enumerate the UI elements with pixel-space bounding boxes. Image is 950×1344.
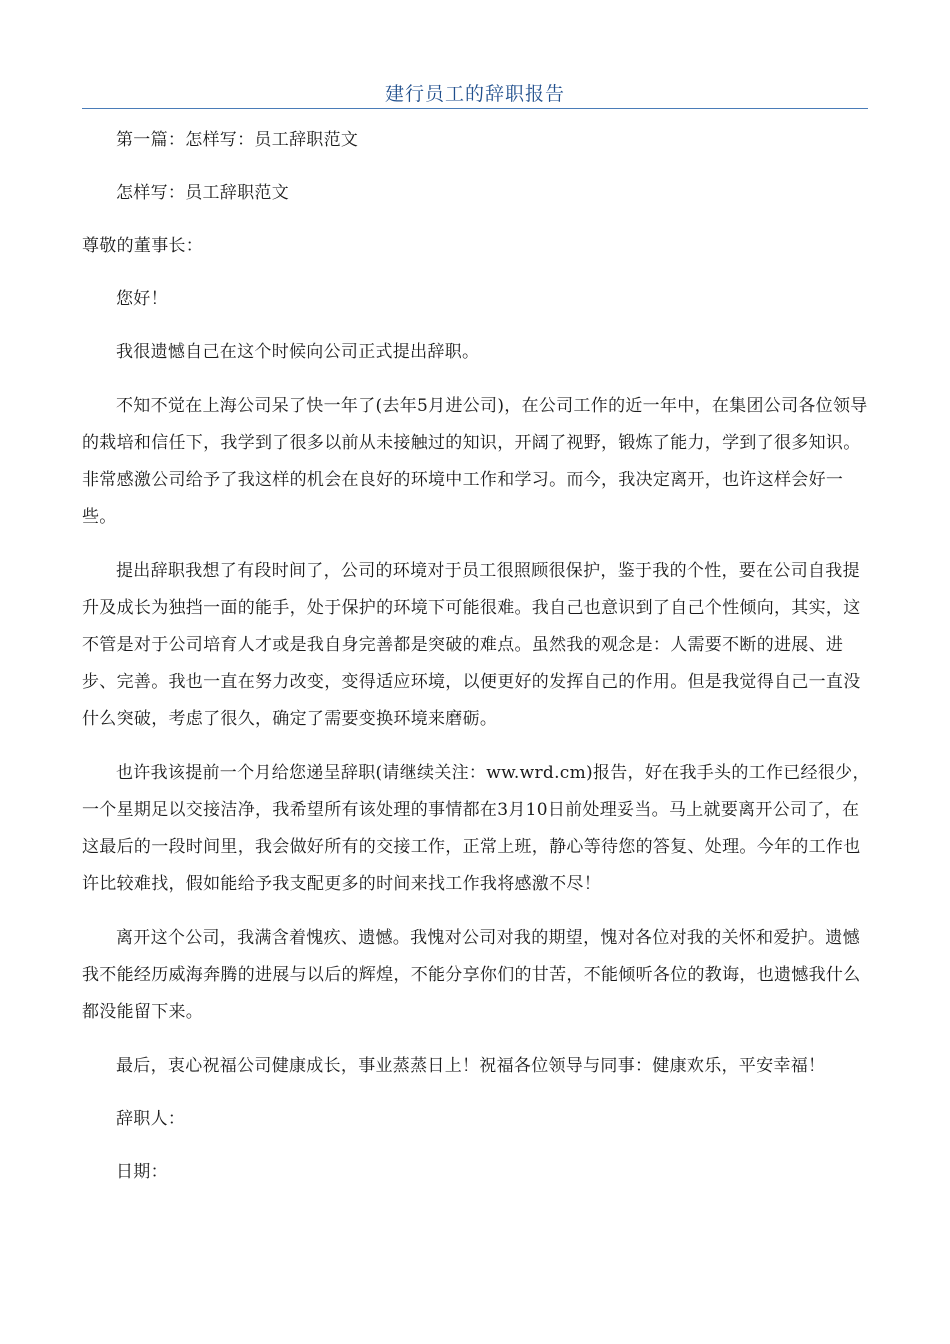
closing-paragraph: 最后，衷心祝福公司健康成长，事业蒸蒸日上！祝福各位领导与同事：健康欢乐，平安幸福！	[116, 1056, 826, 1076]
section-heading: 第一篇：怎样写：员工辞职范文	[116, 130, 359, 150]
body-paragraph: 提出辞职我想了有段时间了，公司的环境对于员工很照顾很保护，鉴于我的个性，要在公司自我提升及成长为独挡一面的能手，处于保护的环境下可能很难。我自己也意识到了自己个性倾向，其实，这不管是对于公司培育人才或是我自身完善都是突破的难点。虽然我的观念是：人需要不断的进展、进步、完善。我也一直在努力改变，变得适应环境，以便更好的发挥自己的作用。但是我觉得自己一直没什么突破，考虑了很久，确定了需要变换环境来磨砺。	[82, 561, 861, 729]
greeting: 您好！	[116, 289, 168, 309]
signature-label: 辞职人：	[116, 1109, 186, 1129]
salutation: 尊敬的董事长：	[82, 236, 204, 256]
title-divider	[82, 108, 868, 109]
subheading: 怎样写：员工辞职范文	[116, 183, 289, 203]
document-body	[82, 122, 872, 1191]
date-label: 日期：	[116, 1162, 168, 1182]
body-paragraph: 离开这个公司，我满含着愧疚、遗憾。我愧对公司对我的期望，愧对各位对我的关怀和爱护。遗憾我不能经历威海奔腾的进展与以后的辉煌，不能分享你们的甘苦，不能倾听各位的教诲，也遗憾我什么都没能留下来。	[82, 928, 861, 1022]
body-paragraph: 也许我该提前一个月给您递呈辞职(请继续关注：ww.wrd.cm)报告，好在我手头的工作已经很少，一个星期足以交接洁净，我希望所有该处理的事情都在3月10日前处理妥当。马上就要离开公司了，在这最后的一段时间里，我会做好所有的交接工作，正常上班，静心等待您的答复、处理。今年的工作也许比较难找，假如能给予我支配更多的时间来找工作我将感激不尽！	[82, 763, 870, 894]
body-paragraph: 不知不觉在上海公司呆了快一年了(去年5月进公司)，在公司工作的近一年中，在集团公司各位领导的栽培和信任下，我学到了很多以前从未接触过的知识，开阔了视野，锻炼了能力，学到了很多知识。非常感激公司给予了我这样的机会在良好的环境中工作和学习。而今，我决定离开，也许这样会好一些。	[82, 396, 868, 527]
body-paragraph: 我很遗憾自己在这个时候向公司正式提出辞职。	[116, 342, 480, 362]
document-title: 建行员工的辞职报告	[384, 83, 565, 105]
